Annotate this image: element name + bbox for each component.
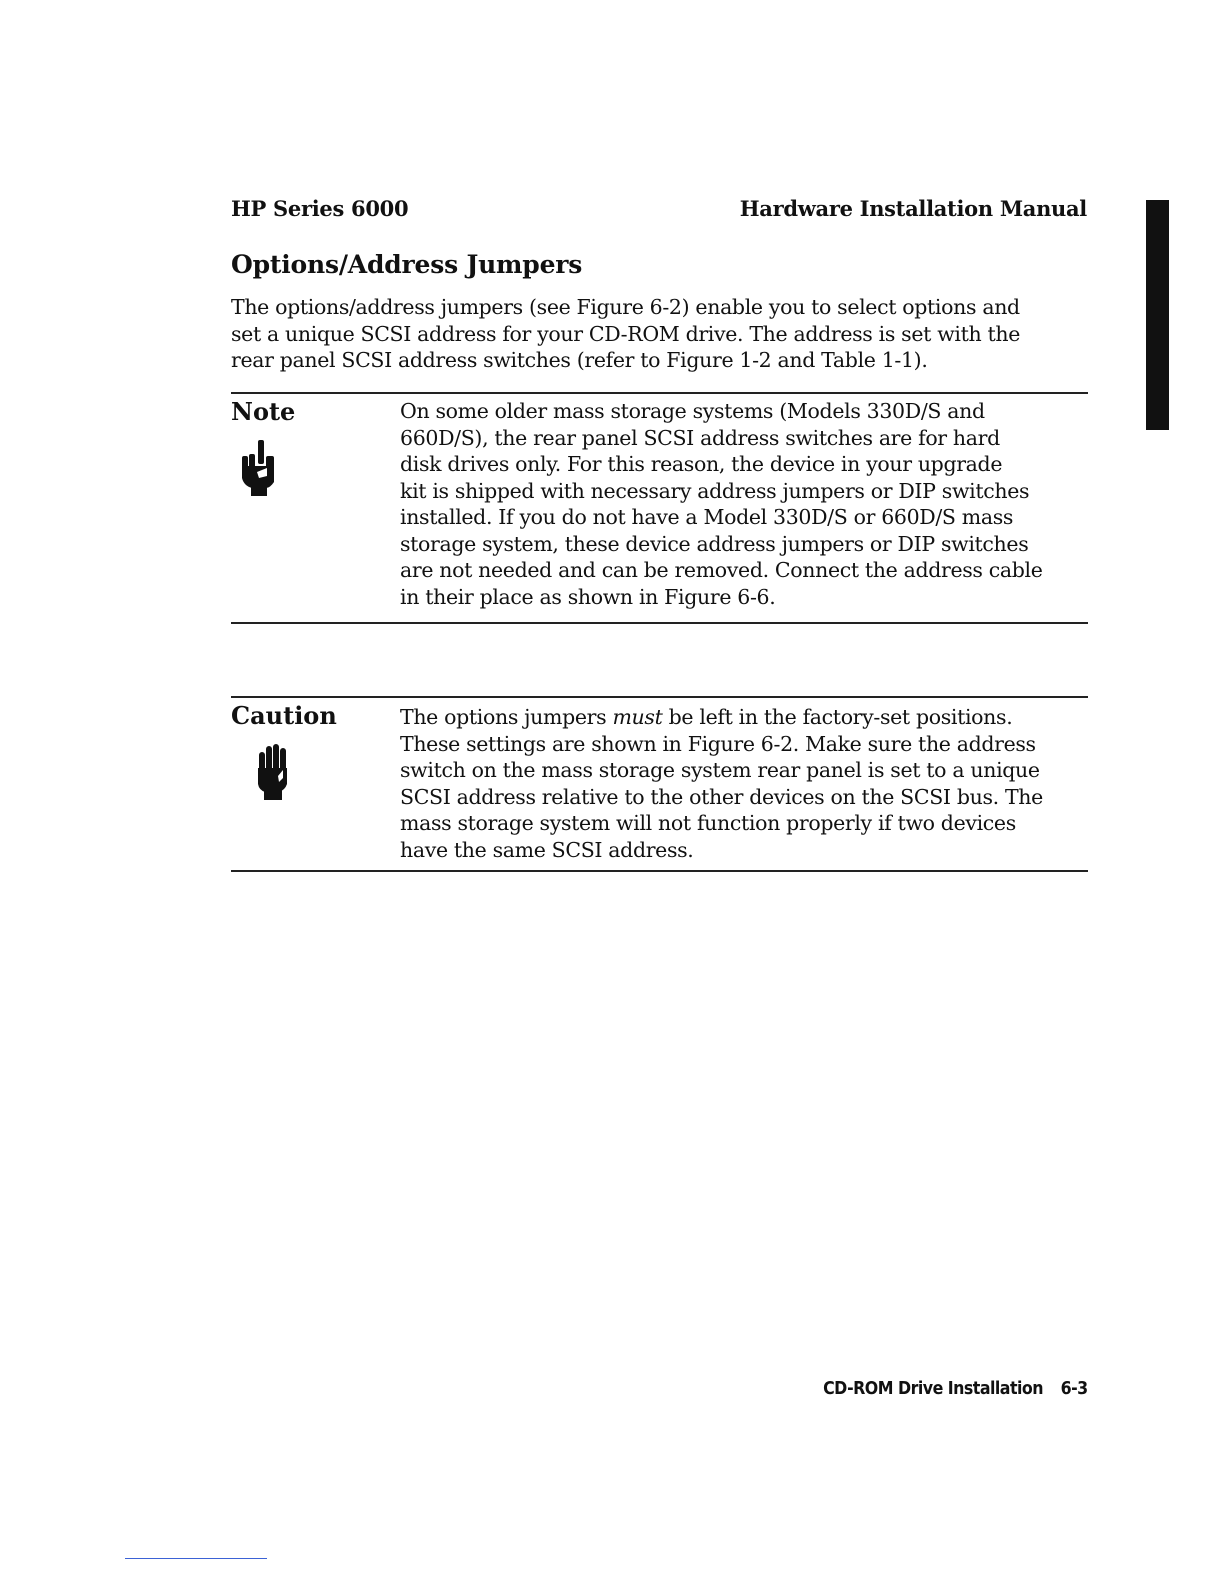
chapter-thumb-tab bbox=[1146, 200, 1169, 430]
scan-artifact-line bbox=[125, 1558, 267, 1559]
note-line: 660D/S), the rear panel SCSI address switches are for hard bbox=[400, 425, 1000, 450]
page-number: 6-3 bbox=[1060, 1378, 1088, 1399]
caution-line: These settings are shown in Figure 6-2. Make sure the address bbox=[400, 731, 1036, 756]
footer-chapter: CD-ROM Drive Installation bbox=[823, 1378, 1044, 1399]
raised-hand-icon bbox=[253, 744, 293, 806]
caution-line bbox=[400, 704, 1090, 731]
caution-line: SCSI address relative to the other devices on the SCSI bus. The bbox=[400, 784, 1043, 809]
note-label: Note bbox=[231, 397, 296, 426]
note-line: disk drives only. For this reason, the device in your upgrade bbox=[400, 452, 1003, 476]
note-line: On some older mass storage systems (Models 330D/S and bbox=[400, 399, 985, 423]
note-bottom-rule bbox=[231, 622, 1088, 624]
note-line: storage system, these device address jumpers or DIP switches bbox=[400, 531, 1029, 556]
caution-line1-after: be left in the factory-set positions. bbox=[662, 705, 1013, 729]
running-header-right: Hardware Installation Manual bbox=[739, 196, 1087, 221]
note-line: kit is shipped with necessary address jumpers or DIP switches bbox=[400, 478, 1030, 503]
caution-emphasis: must bbox=[612, 705, 663, 729]
note-line: are not needed and can be removed. Connect the address cable bbox=[400, 558, 1043, 582]
caution-line1-before: The options jumpers bbox=[400, 705, 613, 729]
page-footer bbox=[823, 1378, 1088, 1399]
caution-line: switch on the mass storage system rear panel is set to a unique bbox=[400, 758, 1040, 782]
caution-line: have the same SCSI address. bbox=[400, 837, 694, 862]
section-title: Options/Address Jumpers bbox=[231, 250, 583, 279]
caution-top-rule bbox=[231, 696, 1088, 698]
note-line: in their place as shown in Figure 6-6. bbox=[400, 584, 776, 609]
caution-line: mass storage system will not function properly if two devices bbox=[400, 811, 1016, 835]
note-top-rule bbox=[231, 392, 1088, 394]
intro-line: rear panel SCSI address switches (refer to Figure 1-2 and Table 1-1). bbox=[231, 348, 928, 372]
caution-body bbox=[400, 704, 1090, 863]
intro-line: The options/address jumpers (see Figure 6-2) enable you to select options and bbox=[231, 295, 1020, 319]
intro-paragraph bbox=[231, 294, 1091, 374]
caution-bottom-rule bbox=[231, 870, 1088, 872]
note-line: installed. If you do not have a Model 330D/S or 660D/S mass bbox=[400, 505, 1014, 529]
intro-line: set a unique SCSI address for your CD-ROM drive. The address is set with the bbox=[231, 321, 1021, 346]
note-body bbox=[400, 398, 1090, 610]
running-header-left: HP Series 6000 bbox=[231, 196, 409, 221]
caution-label: Caution bbox=[231, 701, 337, 730]
pointing-hand-icon bbox=[240, 440, 280, 504]
